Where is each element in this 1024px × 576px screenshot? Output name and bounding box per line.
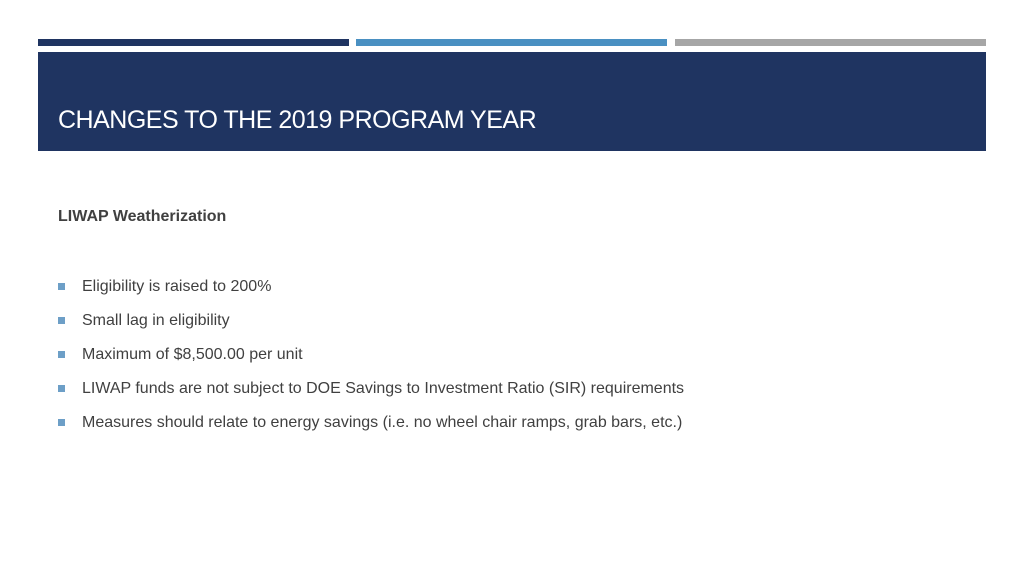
title-band [38, 52, 986, 151]
bullet-list [58, 278, 684, 448]
section-subheading: LIWAP Weatherization [58, 208, 227, 225]
bullet-text: Small lag in eligibility [82, 312, 230, 329]
bullet-text: Maximum of $8,500.00 per unit [82, 346, 303, 363]
bullet-item [58, 380, 684, 414]
square-bullet-icon [58, 351, 65, 358]
square-bullet-icon [58, 283, 65, 290]
square-bullet-icon [58, 419, 65, 426]
square-bullet-icon [58, 317, 65, 324]
bullet-item [58, 346, 684, 380]
slide-title: CHANGES TO THE 2019 PROGRAM YEAR [58, 106, 537, 134]
accent-bar-light-blue [356, 39, 667, 46]
bullet-item [58, 414, 684, 448]
bullet-item [58, 278, 684, 312]
bullet-item [58, 312, 684, 346]
accent-bar-gray [675, 39, 986, 46]
bullet-text: Measures should relate to energy savings (i.e. no wheel chair ramps, grab bars, etc.) [82, 414, 683, 431]
bullet-text: LIWAP funds are not subject to DOE Savings to Investment Ratio (SIR) requirements [82, 380, 685, 397]
square-bullet-icon [58, 385, 65, 392]
accent-bar-dark-blue [38, 39, 349, 46]
bullet-text: Eligibility is raised to 200% [82, 278, 272, 295]
